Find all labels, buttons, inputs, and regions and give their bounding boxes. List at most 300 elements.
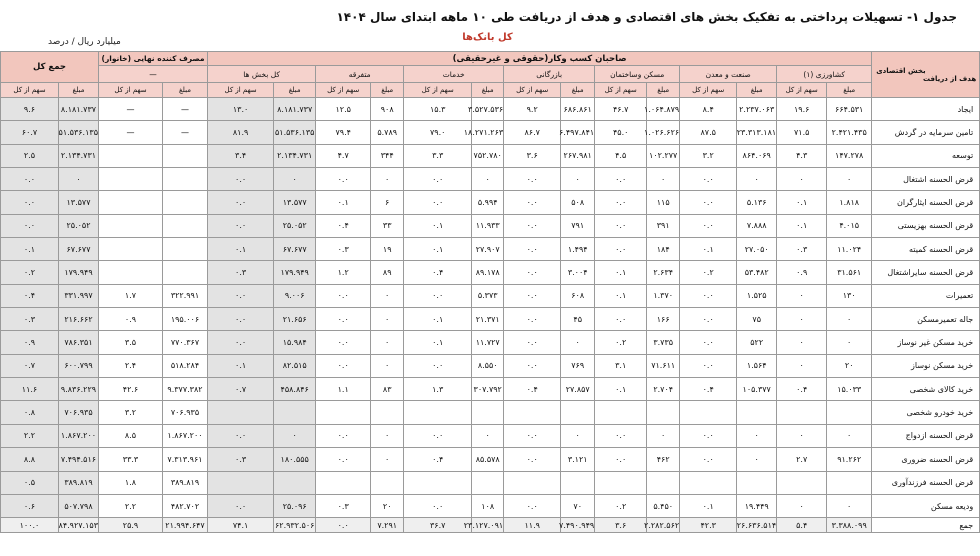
table-cell [371,471,404,494]
table-cell: ۰.۰ [680,448,737,471]
row-label: قرض الحسنه کمیته [872,238,980,261]
table-cell [163,144,208,167]
table-cell: ۲.۲ [99,494,163,517]
table-cell: ۷۹۱ [561,214,595,237]
table-cell: ۴.۵ [595,144,647,167]
table-cell: ۸.۵۵۰ [472,354,504,377]
amount-header: مبلغ [737,83,777,98]
table-cell: ۱۰۵.۳۷۷ [737,378,777,401]
table-cell: ۰ [827,168,872,191]
table-cell: ۶۶۴.۵۳۱ [827,98,872,121]
table-cell: — [99,98,163,121]
corner-sublabel: هدف از دریافت [922,74,977,83]
table-cell: ۲.۷ [777,448,827,471]
table-cell: ۰ [737,448,777,471]
row-label: خرید مسکن غیر نوساز [872,331,980,354]
table-cell: ۰.۰ [316,284,371,307]
table-cell [208,401,274,424]
table-cell: ۰.۳ [208,448,274,471]
table-cell: ۰.۰ [504,238,561,261]
row-label: توسعه [872,144,980,167]
table-cell: ۰.۰ [595,424,647,447]
table-cell: ۱۰۰.۰ [1,518,59,533]
table-cell [99,191,163,214]
table-cell: ۰.۴ [1,284,59,307]
table-cell: ۴۵ [561,308,595,331]
table-cell: ۱۷۹.۹۴۹ [59,261,99,284]
table-cell: ۰.۳ [316,494,371,517]
table-cell: ۰.۰ [680,308,737,331]
table-cell: ۰.۳ [1,308,59,331]
table-cell: ۴.۷ [316,144,371,167]
table-cell: ۲۳.۳۱۳.۱۸۱ [737,121,777,144]
share-header: سهم از کل [404,83,472,98]
table-cell [316,401,371,424]
table-cell: ۲.۴ [99,354,163,377]
table-cell: ۰ [777,308,827,331]
table-cell: ۷۸۶.۳۵۱ [59,331,99,354]
loans-table [0,51,980,533]
table-cell: ۱.۰۲۶.۶۲۶ [647,121,680,144]
table-cell: ۲.۶۳۴ [647,261,680,284]
table-cell: ۰ [371,168,404,191]
table-cell: ۰.۲ [680,261,737,284]
table-row [1,354,980,377]
table-cell: ۳۴۴ [371,144,404,167]
table-cell: ۰ [827,308,872,331]
table-cell: ۳.۳ [404,144,472,167]
amount-header: مبلغ [827,83,872,98]
table-cell: ۷.۴۹۰.۹۴۹ [561,518,595,533]
table-cell: ۲.۷۰۴ [647,378,680,401]
sector-header: کشاورزی (۱) [777,66,872,83]
table-cell: ۰.۰ [504,284,561,307]
sector-header: متفرقه [316,66,404,83]
table-cell: ۱۵.۹۸۴ [274,331,316,354]
table-row [1,401,980,424]
table-cell: ۱۱.۷۲۷ [472,331,504,354]
table-cell [827,471,872,494]
table-cell: ۰.۰ [680,168,737,191]
sector-header: مسکن وساختمان [595,66,680,83]
row-label: خرید مسکن نوساز [872,354,980,377]
table-cell: ۹.۶ [1,98,59,121]
table-cell [99,144,163,167]
table-cell: ۸.۱۸۱.۷۳۷ [59,98,99,121]
table-cell: ۳.۶ [595,518,647,533]
table-cell: ۰ [371,308,404,331]
table-cell: ۲.۱۳۴.۷۳۱ [59,144,99,167]
table-cell [163,214,208,237]
table-cell: ۰ [371,354,404,377]
table-cell: ۳۳۱.۹۹۷ [59,284,99,307]
table-cell: ۵۱.۵۳۶.۱۳۵ [59,121,99,144]
table-cell: ۰.۴ [777,378,827,401]
table-cell: ۰.۹ [1,331,59,354]
sector-header: بازرگانی [504,66,595,83]
table-cell: ۷۰۶.۹۳۵ [163,401,208,424]
table-row [1,331,980,354]
table-cell: ۸۶.۷ [504,121,561,144]
table-cell: ۲۶۷.۹۸۱ [561,144,595,167]
table-cell: ۸۲.۵۱۵ [274,354,316,377]
table-cell: ۴۸۲.۷۰۲ [163,494,208,517]
table-cell: ۸۳ [371,378,404,401]
row-label: قرض الحسنه ایثارگران [872,191,980,214]
table-cell: ۶۸۶.۸۶۱ [561,98,595,121]
table-cell: ۱.۰۶۴.۸۷۹ [647,98,680,121]
table-cell: ۰.۰ [316,331,371,354]
table-cell: ۱۰۸ [472,494,504,517]
table-cell: ۰.۰ [680,191,737,214]
table-cell: ۰.۱ [777,214,827,237]
table-cell: ۳.۷۳۵ [647,331,680,354]
header-row-groups [1,52,980,66]
table-cell: ۰.۴ [680,378,737,401]
header-row-subheaders [1,83,980,98]
table-cell: ۰ [472,168,504,191]
amount-header: مبلغ [561,83,595,98]
table-cell: ۱.۳۷۰ [647,284,680,307]
table-cell: ۲۷.۸۵۷ [561,378,595,401]
table-cell [595,401,647,424]
table-cell: ۳۰۷.۷۹۲ [472,378,504,401]
table-cell: ۱۱.۹ [504,518,561,533]
table-cell: ۰.۰ [208,191,274,214]
table-cell: ۰.۰ [208,214,274,237]
sector-header: خدمات [404,66,504,83]
table-cell [595,471,647,494]
table-cell [680,401,737,424]
table-cell: ۰.۰ [680,284,737,307]
table-cell: ۰.۴ [504,378,561,401]
row-label: جمع [872,518,980,533]
row-label: خرید کالای شخصی [872,378,980,401]
table-cell: ۰.۰ [316,448,371,471]
table-cell: ۰.۹ [777,261,827,284]
table-cell: ۱۲.۵ [316,98,371,121]
table-cell: ۰.۱ [404,308,472,331]
table-cell: ۲۱۶.۶۶۲ [59,308,99,331]
table-cell: ۱.۷ [99,284,163,307]
table-cell: ۱۱.۶ [1,378,59,401]
table-cell: ۳۳.۳ [99,448,163,471]
table-cell [163,191,208,214]
table-cell: ۰.۳ [777,238,827,261]
table-cell: ۱۴۷.۲۷۸ [827,144,872,167]
table-cell [680,471,737,494]
table-cell: ۳۶.۷ [404,518,472,533]
table-cell: ۴۶.۷ [595,98,647,121]
table-cell: ۳.۶ [504,144,561,167]
table-cell: ۸.۱۸۱.۷۳۷ [274,98,316,121]
table-cell [371,401,404,424]
table-row [1,308,980,331]
row-label: قرض الحسنه بهزیستی [872,214,980,237]
table-cell: ۳۳ [371,214,404,237]
share-header: سهم از کل [680,83,737,98]
table-cell: ۵.۷۸۹ [371,121,404,144]
table-cell: ۳۲۲.۹۹۱ [163,284,208,307]
table-cell: ۵۱.۵۳۶.۱۳۵ [274,121,316,144]
table-cell [404,471,472,494]
table-cell [504,471,561,494]
table-cell: ۰ [827,424,872,447]
table-cell: ۰ [777,168,827,191]
table-cell: ۰.۰ [504,448,561,471]
table-cell: ۲۵.۰۵۲ [59,214,99,237]
table-cell: ۷۷۰.۳۶۷ [163,331,208,354]
table-cell: ۰.۰ [208,284,274,307]
table-row [1,284,980,307]
table-cell: ۱.۱ [316,378,371,401]
table-cell: ۷۴.۱ [208,518,274,533]
table-cell: ۰.۰ [680,354,737,377]
row-label: جاله تعمیرمسکن [872,308,980,331]
table-cell: ۷.۴۹۴.۵۱۶ [59,448,99,471]
group-consumer: مصرف کننده نهایی (خانوار) [99,52,208,66]
share-header: سهم از کل [316,83,371,98]
amount-header: مبلغ [371,83,404,98]
table-cell: ۸۶۴.۰۶۹ [737,144,777,167]
table-body [1,98,980,533]
table-cell: ۰.۲ [1,261,59,284]
table-cell: ۰.۹ [99,308,163,331]
table-row [1,191,980,214]
table-cell: ۱.۸۱۸ [827,191,872,214]
table-cell: ۷.۳۱۳.۹۶۱ [163,448,208,471]
table-cell [647,401,680,424]
table-cell: ۸.۵ [99,424,163,447]
table-cell: ۵.۹۹۴ [472,191,504,214]
table-cell: ۲۰ [371,494,404,517]
table-cell: ۰.۰ [595,168,647,191]
table-cell: ۲.۴۲۱.۴۳۵ [827,121,872,144]
table-cell: ۷۰۶.۹۳۵ [59,401,99,424]
table-cell: — [163,98,208,121]
table-cell: ۰ [59,168,99,191]
corner-header [872,52,980,98]
table-cell: ۱۸۰.۵۵۵ [274,448,316,471]
table-cell: ۲۱.۹۹۴.۶۴۷ [163,518,208,533]
table-cell: ۵۱۸.۲۸۴ [163,354,208,377]
table-cell: ۴۲.۶ [99,378,163,401]
table-cell: ۳.۴ [208,144,274,167]
table-cell: ۰.۵ [1,471,59,494]
table-cell: ۰.۰ [595,238,647,261]
share-header: سهم از کل [777,83,827,98]
table-cell: ۸۹.۱۷۸ [472,261,504,284]
table-cell: ۳۸۹.۸۱۹ [163,471,208,494]
sector-header: کل بخش ها [208,66,316,83]
table-cell [99,238,163,261]
table-cell: ۰.۰ [595,308,647,331]
table-cell: ۰.۴ [404,448,472,471]
table-cell: ۷.۸۸۸ [737,214,777,237]
table-row [1,378,980,401]
table-cell [99,261,163,284]
table-cell: ۳.۵ [99,331,163,354]
table-cell: ۰.۰ [316,424,371,447]
table-cell: ۱۶۶ [647,308,680,331]
table-cell: ۳.۰۰۴ [561,261,595,284]
table-cell: ۱۹۵.۰۰۶ [163,308,208,331]
table-cell: ۶۲.۹۳۲.۵۰۶ [274,518,316,533]
table-cell: ۰.۲ [595,494,647,517]
row-label: قرض الحسنه ضروری [872,448,980,471]
table-cell: ۰.۰ [316,168,371,191]
table-row [1,448,980,471]
table-cell [472,471,504,494]
table-cell: ۶ [371,191,404,214]
table-cell: ۲۰ [827,354,872,377]
table-cell: ۰ [274,424,316,447]
group-total: جمع کل [1,52,99,83]
table-cell [163,261,208,284]
total-row [1,518,980,533]
table-cell: ۰.۰ [504,308,561,331]
table-cell: ۲.۲۸۲.۵۶۲ [647,518,680,533]
table-cell: ۴.۳ [777,144,827,167]
table-cell: ۷۱.۶۱۱ [647,354,680,377]
table-cell: ۳.۲ [680,144,737,167]
table-cell [208,471,274,494]
table-cell: ۹۱.۲۶۲ [827,448,872,471]
table-cell [316,471,371,494]
page-subtitle: کل بانک‌ها [462,32,513,43]
group-business: صاحبان کسب وکار(حقوقی و غیرحقیقی) [208,52,872,66]
table-cell: ۰.۰ [208,308,274,331]
table-cell: ۲۵.۹ [99,518,163,533]
table-cell: ۱.۸۶۷.۲۰۰ [163,424,208,447]
table-cell: ۳.۳۸۸.۰۹۹ [827,518,872,533]
row-label: خرید خودرو شخصی [872,401,980,424]
table-cell: ۰.۱ [595,261,647,284]
table-cell: ۱۷۹.۹۴۹ [274,261,316,284]
table-cell: ۰.۰ [1,168,59,191]
table-cell: ۸۵.۵۷۸ [472,448,504,471]
share-header: سهم از کل [99,83,163,98]
table-cell: ۰.۷ [1,354,59,377]
page-title: جدول ۱- تسهیلات پرداختی به تفکیک بخش های اقتصادی و هدف از دریافت طی ۱۰ ماهه ابتدای سال ۱۴۰۴ [336,10,957,24]
table-cell: ۰.۰ [680,214,737,237]
sector-header: صنعت و معدن [680,66,777,83]
table-cell: ۱۵.۳ [404,98,472,121]
table-cell: ۰.۱ [1,238,59,261]
table-cell: ۹۰۸ [371,98,404,121]
table-cell: ۲۱.۶۵۶ [274,308,316,331]
table-cell: ۱۱.۹۳۳ [472,214,504,237]
table-cell: ۰ [561,331,595,354]
table-cell: ۹.۰۰۶ [274,284,316,307]
table-cell: ۰ [737,424,777,447]
table-cell: ۱۱۵ [647,191,680,214]
table-cell: ۰.۰ [595,191,647,214]
table-row [1,98,980,121]
table-cell [827,401,872,424]
table-cell: ۲.۲ [1,424,59,447]
table-cell: ۰ [274,168,316,191]
table-cell: ۱.۵۲۵ [737,284,777,307]
table-cell [274,401,316,424]
table-cell: ۳۸۹.۸۱۹ [59,471,99,494]
table-cell [504,401,561,424]
table-cell: ۰.۰ [208,331,274,354]
row-label: تعمیرات [872,284,980,307]
table-cell: ۸.۴ [680,98,737,121]
row-label: قرض الحسنه سایراشتغال [872,261,980,284]
table-cell: ۸.۸ [1,448,59,471]
table-cell [472,401,504,424]
table-cell: ۰.۰ [504,191,561,214]
row-label: ودیعه مسکن [872,494,980,517]
share-header: سهم از کل [1,83,59,98]
table-cell: ۰.۱ [777,191,827,214]
table-cell: ۰.۰ [404,168,472,191]
table-cell: ۵۰۷.۷۹۸ [59,494,99,517]
table-cell: ۳.۲ [99,401,163,424]
table-cell: ۰.۰ [404,191,472,214]
table-cell: ۱۸۴ [647,238,680,261]
table-cell: ۰ [371,424,404,447]
table-cell: ۰.۰ [404,354,472,377]
table-cell: ۰.۰ [208,494,274,517]
table-cell: ۲.۵ [1,144,59,167]
table-cell: ۲.۱۳۴.۷۳۱ [274,144,316,167]
table-cell: ۰ [371,331,404,354]
table-cell: ۱۹.۶ [777,98,827,121]
table-cell: ۰.۰ [404,494,472,517]
amount-header: مبلغ [472,83,504,98]
table-cell: ۲۳.۱۲۷.۰۹۱ [472,518,504,533]
table-cell: ۰.۱ [595,284,647,307]
table-cell: ۰.۳ [208,261,274,284]
table-cell: ۱.۸ [99,471,163,494]
table-cell: ۰.۰ [316,518,371,533]
table-cell: ۰ [561,424,595,447]
table-cell: ۰.۰ [504,261,561,284]
table-cell: ۱.۲ [316,261,371,284]
table-row [1,494,980,517]
table-cell: ۰.۱ [208,238,274,261]
table-cell: ۳.۵۲۷.۵۳۶ [472,98,504,121]
table-cell: ۱.۳ [404,378,472,401]
table-cell: ۰ [777,424,827,447]
table-cell: ۱۳.۵۷۷ [274,191,316,214]
header-row-sectors [1,66,980,83]
sector-header: — [99,66,208,83]
row-label: تامین سرمایه در گردش [872,121,980,144]
table-cell: ۸۱.۹ [208,121,274,144]
table-cell: ۰ [777,331,827,354]
table-cell: ۶۷.۶۷۷ [274,238,316,261]
table-cell: ۲۶.۶۳۶.۵۱۴ [737,518,777,533]
table-cell: ۹.۸۳۶.۲۲۹ [59,378,99,401]
table-cell: ۵.۴ [777,518,827,533]
table-cell: ۰ [371,448,404,471]
table-row [1,121,980,144]
table-cell: ۰.۶ [1,494,59,517]
table-row [1,144,980,167]
table-cell: ۸۴.۹۲۷.۱۵۳ [59,518,99,533]
table-cell: ۱۰۲.۲۷۷ [647,144,680,167]
amount-header: مبلغ [163,83,208,98]
table-cell: ۵۲۲ [737,331,777,354]
table-cell: ۰.۰ [404,424,472,447]
table-cell: ۳.۱ [595,354,647,377]
table-cell: ۴۵.۰ [595,121,647,144]
table-cell: ۰ [827,494,872,517]
